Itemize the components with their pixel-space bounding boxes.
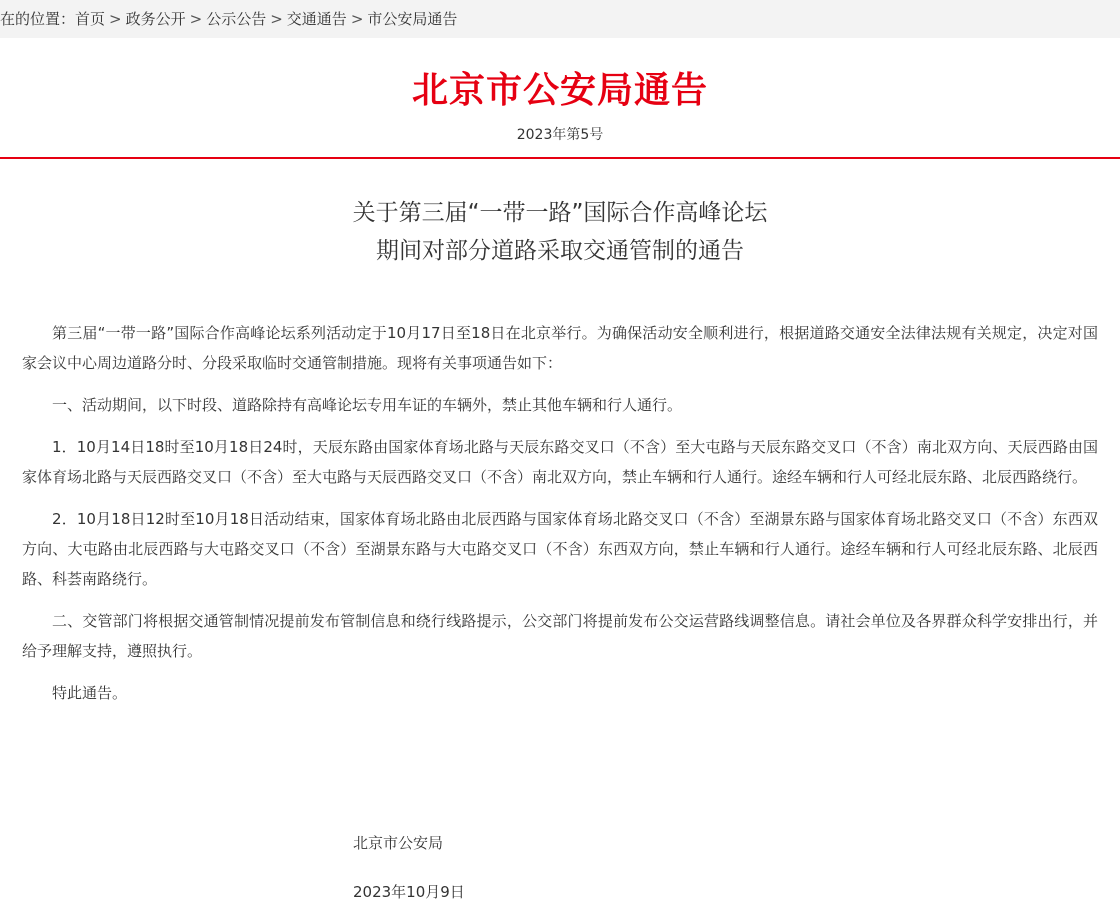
notice-signature: 北京市公安局 (353, 834, 444, 852)
breadcrumb-separator: > (109, 10, 122, 28)
notice-paragraph-section-1: 一、活动期间，以下时段、道路除持有高峰论坛专用车证的车辆外，禁止其他车辆和行人通行。 (52, 396, 683, 414)
breadcrumb-item-home[interactable]: 首页 (75, 10, 106, 28)
breadcrumb-item-government-affairs[interactable]: 政务公开 (125, 10, 186, 28)
breadcrumb-prefix: 在的位置： (0, 10, 76, 28)
page-header-title: 北京市公安局通告 (411, 70, 708, 111)
notice-paragraph-intro: 第三届“一带一路”国际合作高峰论坛系列活动定于10月17日至18日在北京举行。为确保活动安全顺利进行，根据道路交通安全法律法规有关规定，决定对国家会议中心周边道路分时、分段采取临时交通管制措施。现将有关事项通告如下： (22, 324, 1098, 372)
breadcrumb-item-police-notices[interactable]: 市公安局通告 (367, 10, 458, 28)
breadcrumb-separator: > (270, 10, 283, 28)
breadcrumb-separator: > (189, 10, 203, 28)
notice-paragraph-section-2: 二、交管部门将根据交通管制情况提前发布管制信息和绕行线路提示，公交部门将提前发布公交运营路线调整信息。请社会单位及各界群众科学安排出行，并给予理解支持，遵照执行。 (22, 612, 1098, 660)
notice-paragraph-item-2: 2．10月18日12时至10月18日活动结束，国家体育场北路由北辰西路与国家体育场北路交叉口（不含）至湖景东路与国家体育场北路交叉口（不含）东西双方向、大屯路由北辰西路与大屯路交叉口（不含）至湖景东路与大屯路交叉口（不含）东西双方向，禁止车辆和行人通行。途经车辆和行人可经北辰东路、北辰西路、科荟南路绕行。 (22, 510, 1098, 588)
red-divider (0, 157, 1120, 159)
notice-title-line-1: 关于第三届“一带一路”国际合作高峰论坛 (352, 200, 768, 226)
breadcrumb-separator: > (350, 10, 364, 28)
document-number: 2023年第5号 (516, 127, 604, 143)
notice-title (0, 194, 1120, 270)
breadcrumb (0, 0, 1120, 38)
notice-paragraph-closing: 特此通告。 (52, 684, 128, 702)
notice-paragraph-item-1: 1．10月14日18时至10月18日24时，天辰东路由国家体育场北路与天辰东路交叉口（不含）至大屯路与天辰东路交叉口（不含）南北双方向、天辰西路由国家体育场北路与天辰西路交叉口（不含）至大屯路与天辰西路交叉口（不含）南北双方向，禁止车辆和行人通行。途经车辆和行人可经北辰东路、北辰西路绕行。 (22, 438, 1098, 486)
notice-body (22, 318, 1098, 720)
breadcrumb-item-public-notices[interactable]: 公示公告 (206, 10, 267, 28)
notice-title-line-2: 期间对部分道路采取交通管制的通告 (376, 238, 744, 264)
notice-date: 2023年10月9日 (353, 883, 465, 901)
breadcrumb-item-traffic-notices[interactable]: 交通通告 (286, 10, 347, 28)
